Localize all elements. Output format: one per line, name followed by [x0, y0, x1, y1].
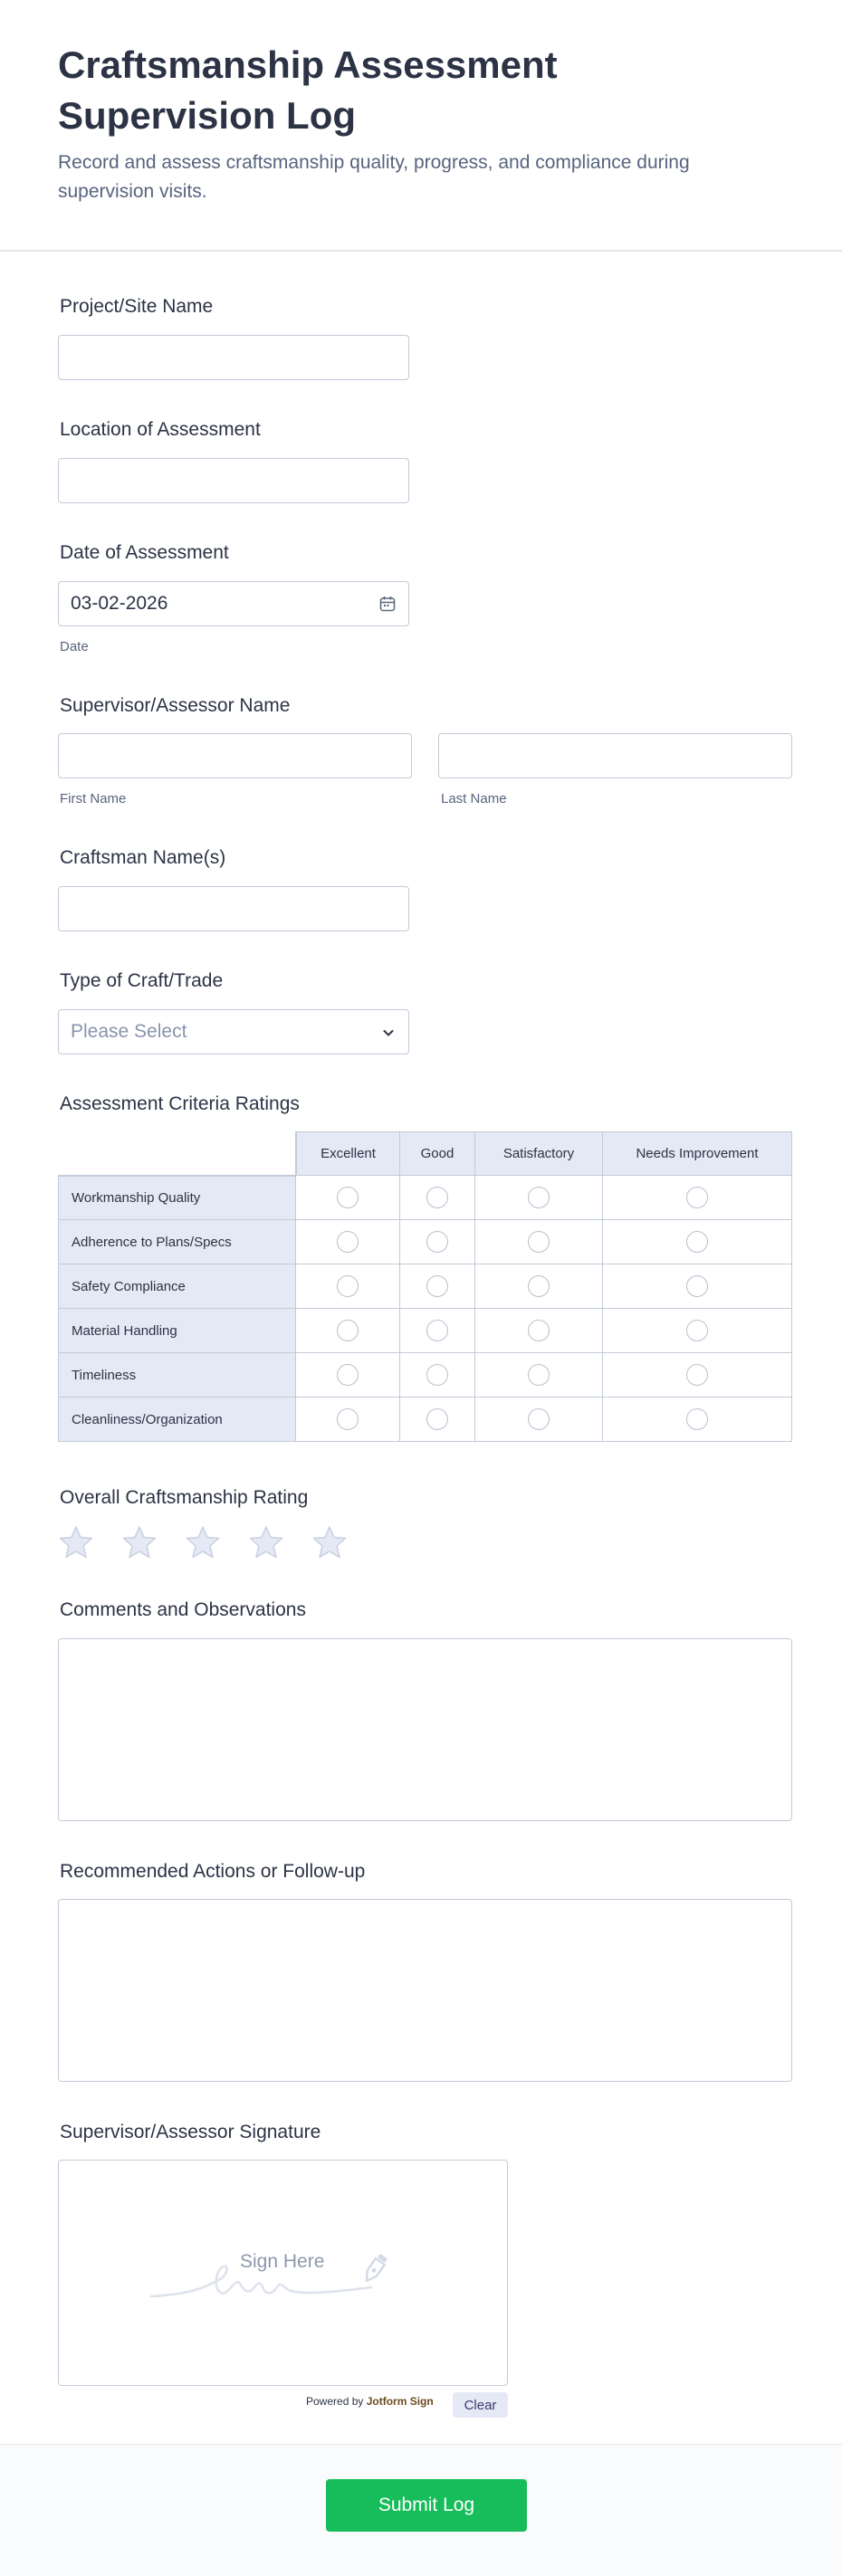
matrix-cell — [475, 1353, 603, 1398]
powered-by — [306, 2395, 434, 2408]
matrix-col-excellent: Excellent — [296, 1131, 400, 1176]
star-rating — [58, 1524, 348, 1560]
matrix-cell — [296, 1264, 400, 1309]
matrix-row-label: Cleanliness/Organization — [58, 1398, 296, 1442]
matrix-cell — [400, 1176, 475, 1220]
form-header — [0, 0, 842, 252]
radio-button[interactable] — [686, 1320, 708, 1341]
matrix-row — [58, 1353, 792, 1398]
project-input[interactable] — [58, 335, 409, 380]
location-input[interactable] — [58, 458, 409, 503]
matrix-row — [58, 1398, 792, 1442]
calendar-icon[interactable] — [379, 596, 396, 612]
chevron-down-icon — [381, 1026, 396, 1040]
radio-button[interactable] — [426, 1187, 448, 1208]
matrix-col-needs-improvement: Needs Improvement — [603, 1131, 792, 1176]
matrix-cell — [296, 1398, 400, 1442]
date-label: Date of Assessment — [60, 542, 229, 563]
actions-textarea[interactable] — [58, 1899, 792, 2082]
matrix-cell — [400, 1309, 475, 1353]
date-sublabel: Date — [60, 639, 89, 654]
radio-button[interactable] — [528, 1231, 550, 1253]
matrix-header-row — [58, 1131, 792, 1176]
powered-by-prefix: Powered by — [306, 2395, 367, 2408]
star-icon[interactable] — [185, 1524, 221, 1560]
clear-signature-button[interactable]: Clear — [453, 2392, 508, 2418]
matrix-cell — [475, 1220, 603, 1264]
rating-label: Overall Craftsmanship Rating — [60, 1487, 309, 1508]
radio-button[interactable] — [426, 1231, 448, 1253]
matrix-row — [58, 1220, 792, 1264]
matrix-row — [58, 1309, 792, 1353]
matrix-row-label: Workmanship Quality — [58, 1176, 296, 1220]
radio-button[interactable] — [337, 1320, 359, 1341]
radio-button[interactable] — [528, 1408, 550, 1430]
matrix-col-satisfactory: Satisfactory — [475, 1131, 603, 1176]
matrix-cell — [475, 1176, 603, 1220]
supervisor-label: Supervisor/Assessor Name — [60, 695, 291, 716]
radio-button[interactable] — [528, 1187, 550, 1208]
form-title: Craftsmanship Assessment Supervision Log — [58, 43, 558, 137]
matrix-row-label: Material Handling — [58, 1309, 296, 1353]
supervisor-first-name-input[interactable] — [58, 733, 412, 778]
matrix-cell — [400, 1398, 475, 1442]
radio-button[interactable] — [337, 1275, 359, 1297]
date-input[interactable] — [58, 581, 409, 626]
radio-button[interactable] — [426, 1275, 448, 1297]
matrix-cell — [400, 1220, 475, 1264]
matrix-cell — [296, 1353, 400, 1398]
matrix-cell — [296, 1220, 400, 1264]
matrix-row-label: Adherence to Plans/Specs — [58, 1220, 296, 1264]
radio-button[interactable] — [528, 1364, 550, 1386]
radio-button[interactable] — [686, 1231, 708, 1253]
matrix-cell — [603, 1398, 792, 1442]
radio-button[interactable] — [337, 1187, 359, 1208]
matrix-row-label: Timeliness — [58, 1353, 296, 1398]
radio-button[interactable] — [426, 1408, 448, 1430]
craftsman-label: Craftsman Name(s) — [60, 847, 226, 868]
matrix-row-label: Safety Compliance — [58, 1264, 296, 1309]
matrix-cell — [603, 1220, 792, 1264]
craftsman-input[interactable] — [58, 886, 409, 931]
radio-button[interactable] — [686, 1187, 708, 1208]
radio-button[interactable] — [337, 1408, 359, 1430]
comments-textarea[interactable] — [58, 1638, 792, 1821]
matrix-cell — [603, 1353, 792, 1398]
radio-button[interactable] — [426, 1320, 448, 1341]
last-name-sublabel: Last Name — [441, 791, 507, 806]
matrix-corner — [58, 1131, 296, 1176]
radio-button[interactable] — [528, 1320, 550, 1341]
matrix-label: Assessment Criteria Ratings — [60, 1093, 300, 1114]
matrix-cell — [475, 1264, 603, 1309]
matrix-cell — [475, 1309, 603, 1353]
signature-pad[interactable] — [58, 2160, 508, 2386]
signature-label: Supervisor/Assessor Signature — [60, 2122, 321, 2142]
matrix-cell — [603, 1309, 792, 1353]
actions-label: Recommended Actions or Follow-up — [60, 1861, 366, 1882]
submit-button[interactable]: Submit Log — [326, 2479, 527, 2532]
radio-button[interactable] — [337, 1364, 359, 1386]
radio-button[interactable] — [426, 1364, 448, 1386]
matrix-cell — [296, 1309, 400, 1353]
trade-select-placeholder: Please Select — [71, 1021, 187, 1042]
assessment-matrix — [58, 1131, 792, 1442]
project-label: Project/Site Name — [60, 296, 214, 317]
jotform-sign-link[interactable]: Jotform Sign — [366, 2395, 434, 2408]
radio-button[interactable] — [686, 1408, 708, 1430]
trade-select[interactable] — [58, 1009, 409, 1054]
matrix-cell — [603, 1264, 792, 1309]
location-label: Location of Assessment — [60, 419, 261, 440]
star-icon[interactable] — [311, 1524, 348, 1560]
radio-button[interactable] — [528, 1275, 550, 1297]
matrix-cell — [296, 1176, 400, 1220]
form-subtitle: Record and assess craftsmanship quality, progress, and compliance during supervision visits. — [58, 152, 690, 202]
first-name-sublabel: First Name — [60, 791, 127, 806]
matrix-cell — [603, 1176, 792, 1220]
matrix-col-good: Good — [400, 1131, 475, 1176]
trade-label: Type of Craft/Trade — [60, 970, 224, 991]
matrix-cell — [400, 1264, 475, 1309]
matrix-row — [58, 1264, 792, 1309]
radio-button[interactable] — [686, 1275, 708, 1297]
matrix-row — [58, 1176, 792, 1220]
star-icon[interactable] — [248, 1524, 284, 1560]
matrix-cell — [475, 1398, 603, 1442]
supervisor-last-name-input[interactable] — [438, 733, 792, 778]
star-icon[interactable] — [121, 1524, 158, 1560]
date-value: 03-02-2026 — [71, 593, 168, 614]
radio-button[interactable] — [337, 1231, 359, 1253]
matrix-cell — [400, 1353, 475, 1398]
star-icon[interactable] — [58, 1524, 94, 1560]
radio-button[interactable] — [686, 1364, 708, 1386]
signature-placeholder: Sign Here — [240, 2251, 325, 2272]
comments-label: Comments and Observations — [60, 1599, 306, 1620]
